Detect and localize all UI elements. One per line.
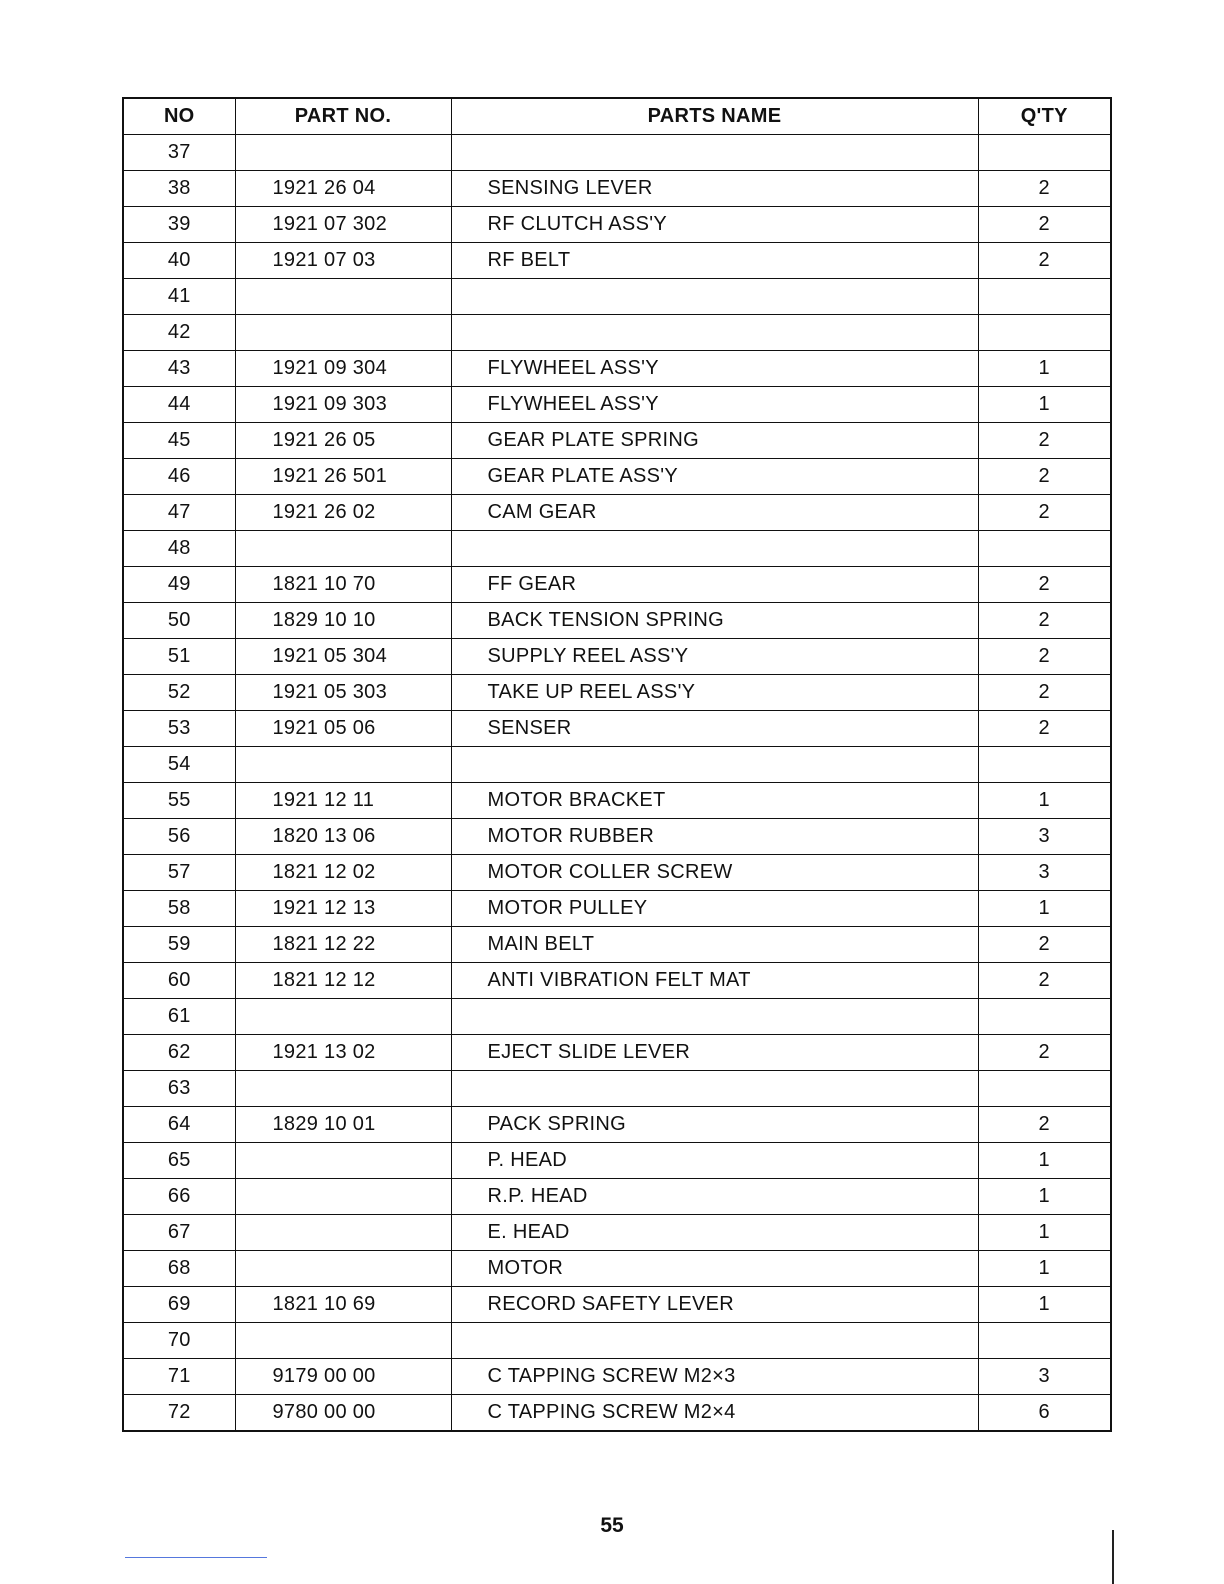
cell-part-no [235,315,451,351]
cell-no: 43 [123,351,235,387]
table-row [123,639,1111,675]
cell-parts-name: FLYWHEEL ASS'Y [451,351,978,387]
cell-part-no: 1921 26 02 [235,495,451,531]
cell-qty: 1 [978,351,1111,387]
cell-no: 45 [123,423,235,459]
cell-part-no: 1821 12 12 [235,963,451,999]
cell-part-no: 1821 12 02 [235,855,451,891]
table-row [123,171,1111,207]
cell-parts-name: TAKE UP REEL ASS'Y [451,675,978,711]
cell-parts-name: SUPPLY REEL ASS'Y [451,639,978,675]
table-row [123,783,1111,819]
cell-no: 70 [123,1323,235,1359]
table-row [123,1251,1111,1287]
table-row [123,1287,1111,1323]
cell-no: 60 [123,963,235,999]
cell-parts-name: MAIN BELT [451,927,978,963]
header-row [123,98,1111,135]
table-row [123,1359,1111,1395]
table-row [123,531,1111,567]
cell-qty: 2 [978,243,1111,279]
cell-parts-name: EJECT SLIDE LEVER [451,1035,978,1071]
table-row [123,459,1111,495]
cell-qty [978,999,1111,1035]
table-row [123,819,1111,855]
cell-qty: 2 [978,459,1111,495]
cell-qty: 3 [978,819,1111,855]
cell-parts-name: RF CLUTCH ASS'Y [451,207,978,243]
table-row [123,711,1111,747]
cell-part-no [235,1251,451,1287]
table-row [123,927,1111,963]
table-row [123,495,1111,531]
cell-parts-name: GEAR PLATE SPRING [451,423,978,459]
cell-parts-name: BACK TENSION SPRING [451,603,978,639]
cell-parts-name [451,315,978,351]
cell-no: 39 [123,207,235,243]
cell-parts-name [451,1323,978,1359]
cell-parts-name [451,135,978,171]
cell-part-no [235,1143,451,1179]
cell-no: 57 [123,855,235,891]
cell-parts-name: CAM GEAR [451,495,978,531]
cell-no: 61 [123,999,235,1035]
cell-part-no: 1829 10 01 [235,1107,451,1143]
cell-no: 54 [123,747,235,783]
cell-qty: 2 [978,1035,1111,1071]
header-no: NO [123,98,235,135]
cell-qty: 1 [978,1287,1111,1323]
cell-no: 56 [123,819,235,855]
cell-parts-name: C TAPPING SCREW M2×3 [451,1359,978,1395]
cell-part-no [235,999,451,1035]
cell-parts-name [451,531,978,567]
cell-qty: 2 [978,171,1111,207]
cell-no: 53 [123,711,235,747]
cell-parts-name [451,1071,978,1107]
cell-no: 42 [123,315,235,351]
table-row [123,999,1111,1035]
cell-qty: 2 [978,927,1111,963]
cell-no: 72 [123,1395,235,1432]
cell-no: 52 [123,675,235,711]
cell-part-no [235,1179,451,1215]
cell-part-no: 1921 09 303 [235,387,451,423]
cell-no: 68 [123,1251,235,1287]
cell-no: 58 [123,891,235,927]
cell-qty: 2 [978,495,1111,531]
cell-qty: 2 [978,675,1111,711]
cell-qty: 1 [978,1215,1111,1251]
cell-qty: 3 [978,855,1111,891]
cell-qty: 1 [978,1143,1111,1179]
cell-qty [978,531,1111,567]
table-row [123,1143,1111,1179]
cell-parts-name [451,747,978,783]
cell-qty [978,747,1111,783]
cell-parts-name: MOTOR PULLEY [451,891,978,927]
cell-qty: 2 [978,639,1111,675]
page-number: 55 [600,1514,624,1537]
cell-parts-name: RECORD SAFETY LEVER [451,1287,978,1323]
table-row [123,603,1111,639]
cell-qty [978,1323,1111,1359]
cell-parts-name: R.P. HEAD [451,1179,978,1215]
cell-qty: 2 [978,1107,1111,1143]
cell-part-no: 1921 26 05 [235,423,451,459]
cell-parts-name: P. HEAD [451,1143,978,1179]
cell-no: 50 [123,603,235,639]
cell-part-no: 9179 00 00 [235,1359,451,1395]
cell-parts-name: C TAPPING SCREW M2×4 [451,1395,978,1432]
cell-no: 62 [123,1035,235,1071]
cell-qty [978,315,1111,351]
header-part-no: PART NO. [235,98,451,135]
table-row [123,855,1111,891]
cell-qty: 1 [978,891,1111,927]
cell-part-no: 1821 10 70 [235,567,451,603]
cell-qty: 2 [978,423,1111,459]
cell-qty: 1 [978,387,1111,423]
cell-part-no [235,747,451,783]
cell-no: 41 [123,279,235,315]
cell-parts-name [451,999,978,1035]
cell-no: 55 [123,783,235,819]
cell-part-no: 1921 12 11 [235,783,451,819]
cell-no: 49 [123,567,235,603]
table-row [123,1179,1111,1215]
cell-no: 37 [123,135,235,171]
cell-parts-name: FLYWHEEL ASS'Y [451,387,978,423]
cell-part-no [235,1071,451,1107]
cell-part-no [235,531,451,567]
cell-part-no: 1921 26 501 [235,459,451,495]
table-row [123,891,1111,927]
cell-parts-name: MOTOR BRACKET [451,783,978,819]
cell-qty: 3 [978,1359,1111,1395]
cell-part-no: 1921 12 13 [235,891,451,927]
parts-table [122,97,1112,1432]
cell-parts-name: RF BELT [451,243,978,279]
table-row [123,243,1111,279]
table-row [123,675,1111,711]
cell-parts-name: FF GEAR [451,567,978,603]
cell-no: 64 [123,1107,235,1143]
cell-part-no: 1921 09 304 [235,351,451,387]
cell-no: 51 [123,639,235,675]
table-row [123,315,1111,351]
cell-part-no: 1921 13 02 [235,1035,451,1071]
table-row [123,135,1111,171]
cell-qty: 1 [978,1251,1111,1287]
cell-part-no: 1921 05 304 [235,639,451,675]
cell-parts-name: MOTOR COLLER SCREW [451,855,978,891]
table-row [123,747,1111,783]
cell-parts-name: SENSER [451,711,978,747]
cell-no: 59 [123,927,235,963]
table-row [123,1215,1111,1251]
cell-qty [978,135,1111,171]
table-row [123,567,1111,603]
cell-part-no: 1820 13 06 [235,819,451,855]
table-header [123,98,1111,135]
table-row [123,351,1111,387]
cell-no: 69 [123,1287,235,1323]
cell-parts-name: MOTOR [451,1251,978,1287]
table-row [123,1395,1111,1432]
cell-part-no: 1829 10 10 [235,603,451,639]
table-row [123,1035,1111,1071]
header-qty: Q'TY [978,98,1111,135]
cell-parts-name: ANTI VIBRATION FELT MAT [451,963,978,999]
cell-no: 40 [123,243,235,279]
cell-no: 67 [123,1215,235,1251]
cell-qty [978,279,1111,315]
cell-part-no [235,279,451,315]
cell-part-no: 1921 05 06 [235,711,451,747]
cell-part-no: 1921 05 303 [235,675,451,711]
cell-no: 47 [123,495,235,531]
table-body [123,135,1111,1432]
edge-mark [1112,1530,1114,1584]
cell-parts-name: GEAR PLATE ASS'Y [451,459,978,495]
cell-no: 48 [123,531,235,567]
cell-no: 38 [123,171,235,207]
cell-part-no: 1821 10 69 [235,1287,451,1323]
cell-part-no: 1921 07 03 [235,243,451,279]
table-row [123,423,1111,459]
table-row [123,1107,1111,1143]
cell-no: 65 [123,1143,235,1179]
cell-qty [978,1071,1111,1107]
cell-qty: 2 [978,207,1111,243]
cell-qty: 2 [978,963,1111,999]
cell-parts-name: PACK SPRING [451,1107,978,1143]
cell-qty: 2 [978,567,1111,603]
cell-part-no [235,1323,451,1359]
cell-qty: 6 [978,1395,1111,1432]
cell-qty: 1 [978,783,1111,819]
cell-parts-name: E. HEAD [451,1215,978,1251]
cell-qty: 1 [978,1179,1111,1215]
cell-no: 46 [123,459,235,495]
table-row [123,963,1111,999]
cell-part-no [235,1215,451,1251]
cell-no: 71 [123,1359,235,1395]
cell-part-no [235,135,451,171]
cell-part-no: 1921 07 302 [235,207,451,243]
header-parts-name: PARTS NAME [451,98,978,135]
table-row [123,207,1111,243]
table-row [123,1071,1111,1107]
cell-part-no: 1921 26 04 [235,171,451,207]
cell-no: 44 [123,387,235,423]
cell-parts-name: SENSING LEVER [451,171,978,207]
cell-qty: 2 [978,711,1111,747]
table-row [123,387,1111,423]
footer-rule [125,1557,267,1558]
table-row [123,279,1111,315]
cell-qty: 2 [978,603,1111,639]
cell-no: 63 [123,1071,235,1107]
cell-parts-name [451,279,978,315]
cell-parts-name: MOTOR RUBBER [451,819,978,855]
cell-part-no: 1821 12 22 [235,927,451,963]
table-row [123,1323,1111,1359]
cell-part-no: 9780 00 00 [235,1395,451,1432]
cell-no: 66 [123,1179,235,1215]
